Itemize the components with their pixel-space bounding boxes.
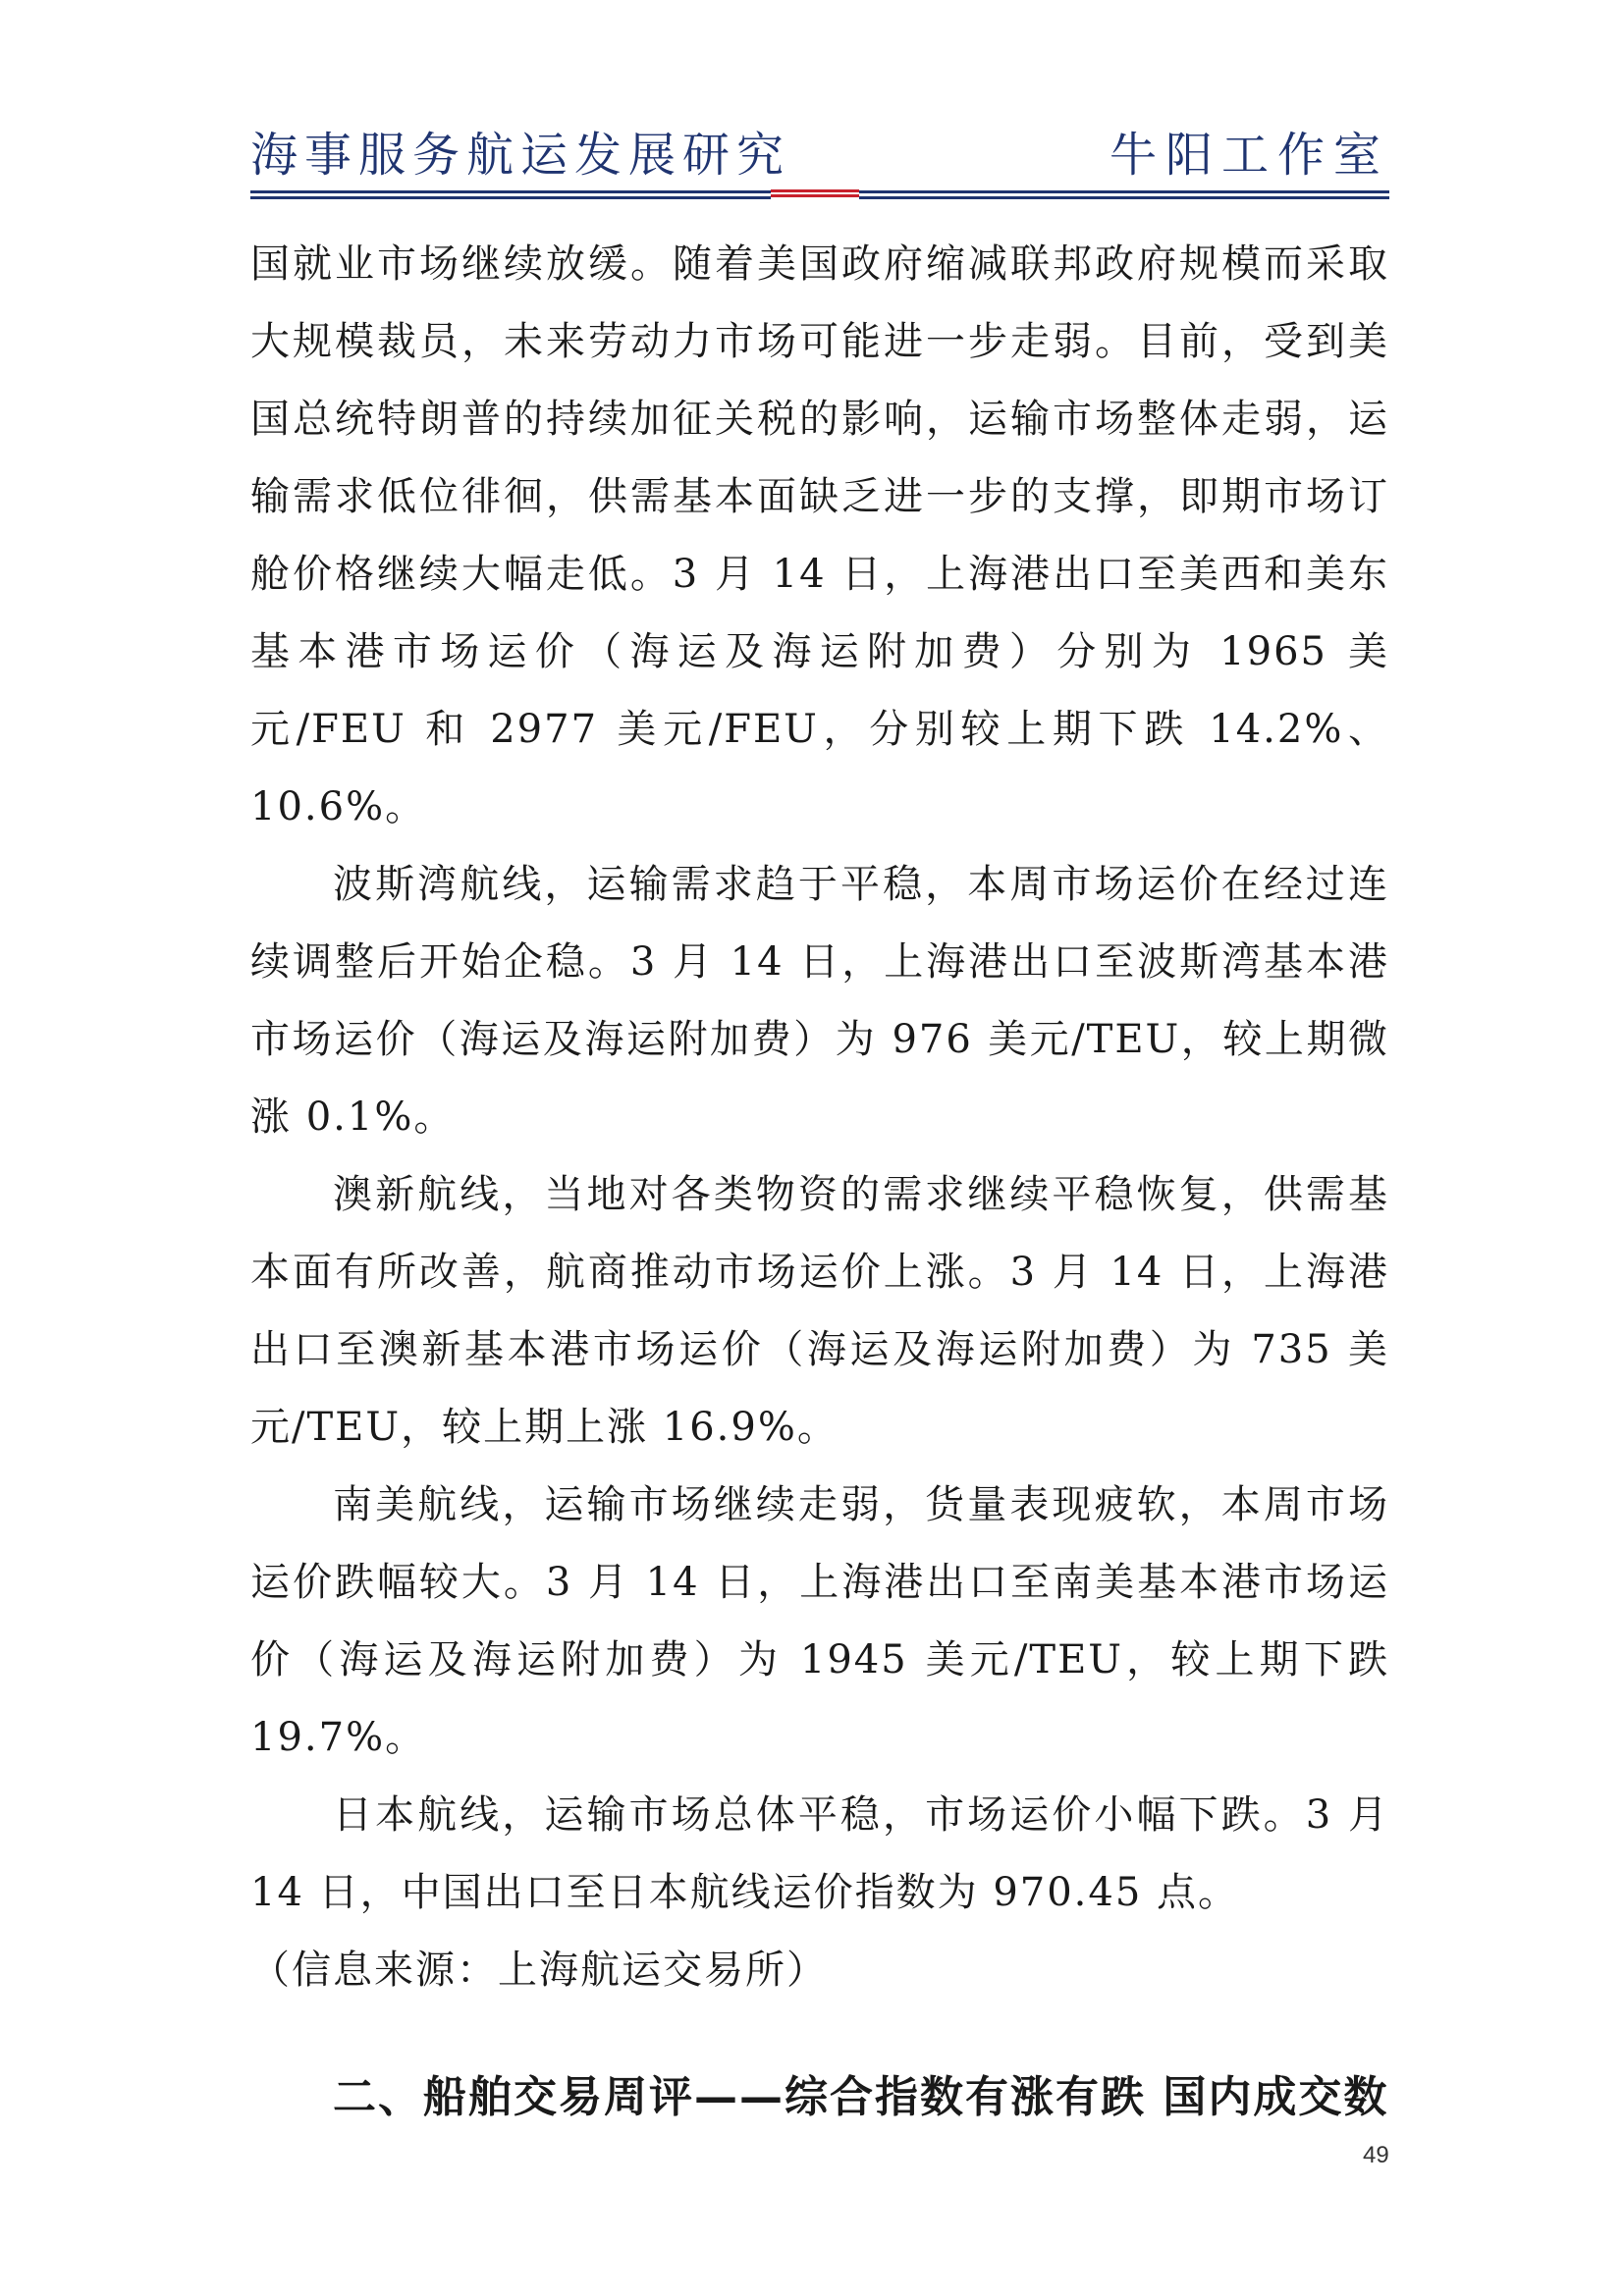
header-title: 海事服务航运发展研究 xyxy=(250,128,791,183)
paragraph-south-america: 南美航线，运输市场继续走弱，货量表现疲软，本周市场运价跌幅较大。3 月 14 日，上海港出口至南美基本港市场运价（海运及海运附加费）为 1945 美元/TEU，较上期下跌 19.7%。 xyxy=(250,1482,1389,1760)
accent-gap xyxy=(771,197,859,199)
header-studio-name: 牛阳工作室 xyxy=(1109,128,1389,183)
paragraph-japan: 日本航线，运输市场总体平稳，市场运价小幅下跌。3 月 14 日，中国出口至日本航线运价指数为 970.45 点。 xyxy=(250,1792,1389,1915)
source-note: （信息来源：上海航运交易所） xyxy=(250,1948,828,1993)
header-divider-accent xyxy=(771,189,859,200)
page-number: 49 xyxy=(1363,2142,1389,2168)
paragraph-australia-nz: 澳新航线，当地对各类物资的需求继续平稳恢复，供需基本面有所改善，航商推动市场运价上涨。3 月 14 日，上海港出口至澳新基本港市场运价（海运及海运附加费）为 735 美元/TEU，较上期上涨 16.9%。 xyxy=(250,1172,1389,1450)
page-header xyxy=(250,126,1389,194)
paragraph-us-routes: 国就业市场继续放缓。随着美国政府缩减联邦政府规模而采取大规模裁员，未来劳动力市场可能进一步走弱。目前，受到美国总统特朗普的持续加征关税的影响，运输市场整体走弱，运输需求低位徘徊，供需基本面缺乏进一步的支撑，即期市场订舱价格继续大幅走低。3 月 14 日，上海港出口至美西和美东基本港市场运价（海运及海运附加费）分别为 1965 美元/FEU 和 2977 美元/FEU，分别较上期下跌 14.2%、10.6%。 xyxy=(250,241,1389,829)
paragraph-persian-gulf: 波斯湾航线，运输需求趋于平稳，本周市场运价在经过连续调整后开始企稳。3 月 14 日，上海港出口至波斯湾基本港市场运价（海运及海运附加费）为 976 美元/TEU，较上期微涨 0.1%。 xyxy=(250,862,1389,1140)
page-body xyxy=(250,226,1389,2137)
section-heading: 二、船舶交易周评——综合指数有涨有跌 国内成交数 xyxy=(333,2072,1389,2122)
header-divider xyxy=(250,190,1389,200)
